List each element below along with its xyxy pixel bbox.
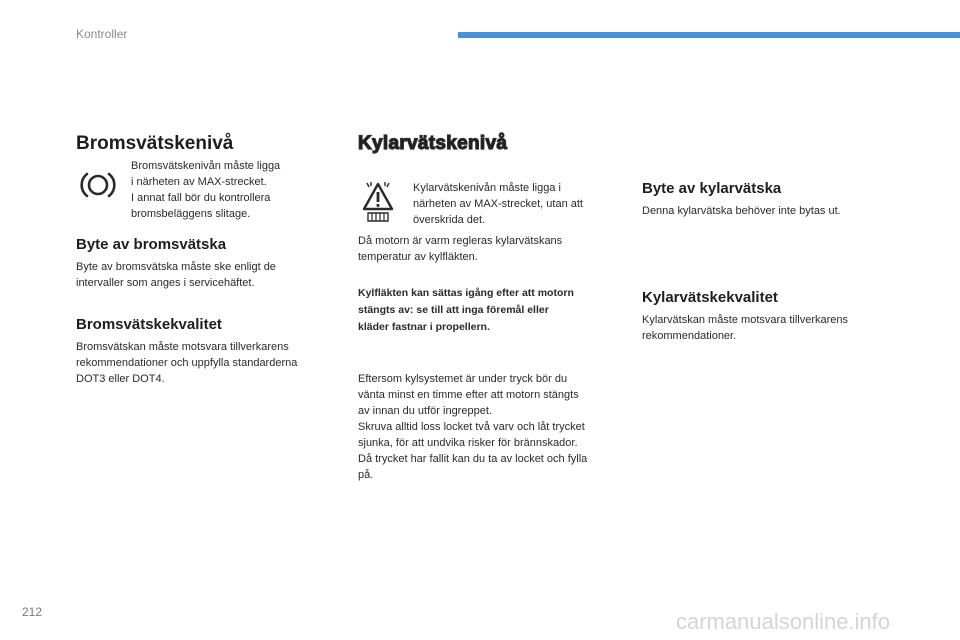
brake-fluid-change-title: Byte av bromsvätska — [76, 236, 227, 253]
brake-warning-icon — [80, 170, 116, 200]
text-line: intervaller som anges i servicehäftet. — [76, 277, 255, 289]
text-line: sjunka, för att undvika risker för brännskador. — [358, 437, 578, 449]
text-line: av innan du utför ingreppet. — [358, 405, 492, 417]
text-line: i närheten av MAX-strecket. — [131, 176, 267, 188]
text-line: Eftersom kylsystemet är under tryck bör du — [358, 373, 568, 385]
text-line: DOT3 eller DOT4. — [76, 373, 165, 385]
chapter-title: Kontroller — [76, 27, 128, 41]
coolant-quality-title: Kylarvätskekvalitet — [642, 289, 778, 306]
text-line: bromsbeläggens slitage. — [131, 208, 251, 220]
brake-fluid-quality-title: Bromsvätskekvalitet — [76, 316, 222, 333]
text-line: vänta minst en timme efter att motorn stängts — [358, 389, 579, 401]
watermark: carmanualsonline.info — [676, 609, 891, 634]
fan-warning-note — [358, 285, 633, 336]
brake-change-text — [76, 259, 336, 291]
text-line: Då motorn är varm regleras kylarvätskans — [358, 235, 563, 247]
coolant-hot-engine-text — [358, 233, 628, 265]
brake-quality-text — [76, 339, 336, 387]
text-line: kläder fastnar i propellern. — [358, 321, 490, 333]
text-line: Bromsvätskenivån måste ligga — [131, 160, 281, 172]
coolant-level-title: Kylarvätskenivå — [358, 133, 508, 154]
text-line: Kylarvätskan måste motsvara tillverkarens — [642, 314, 849, 326]
text-line: Denna kylarvätska behöver inte bytas ut. — [642, 205, 841, 217]
text-line: närheten av MAX-strecket, utan att — [413, 198, 583, 210]
coolant-change-text — [642, 203, 902, 219]
coolant-pressure-text — [358, 371, 633, 483]
text-line: Kylfläkten kan sättas igång efter att motorn — [358, 287, 574, 299]
coolant-quality-text — [642, 312, 902, 344]
brake-fluid-level-title: Bromsvätskenivå — [76, 133, 234, 154]
text-line: temperatur av kylfläkten. — [358, 251, 478, 263]
text-line: på. — [358, 469, 374, 481]
text-line: Kylarvätskenivån måste ligga i — [413, 182, 561, 194]
text-line: rekommendationer. — [642, 330, 737, 342]
text-line: överskrida det. — [413, 214, 486, 226]
text-line: Då trycket har fallit kan du ta av locket och fylla — [358, 453, 588, 465]
coolant-change-title: Byte av kylarvätska — [642, 180, 782, 197]
text-line: I annat fall bör du kontrollera — [131, 192, 271, 204]
text-line: Skruva alltid loss locket två varv och låt trycket — [358, 421, 585, 433]
fan-warning-icon — [362, 181, 394, 223]
brake-intro-text — [131, 158, 321, 222]
text-line: stängts av: se till att inga föremål eller — [358, 304, 549, 316]
text-line: rekommendationer och uppfylla standarderna — [76, 357, 298, 369]
coolant-intro-text — [413, 180, 613, 228]
page-number: 212 — [22, 605, 43, 619]
header-accent-bar — [458, 32, 960, 38]
text-line: Bromsvätskan måste motsvara tillverkarens — [76, 341, 289, 353]
text-line: Byte av bromsvätska måste ske enligt de — [76, 261, 276, 273]
